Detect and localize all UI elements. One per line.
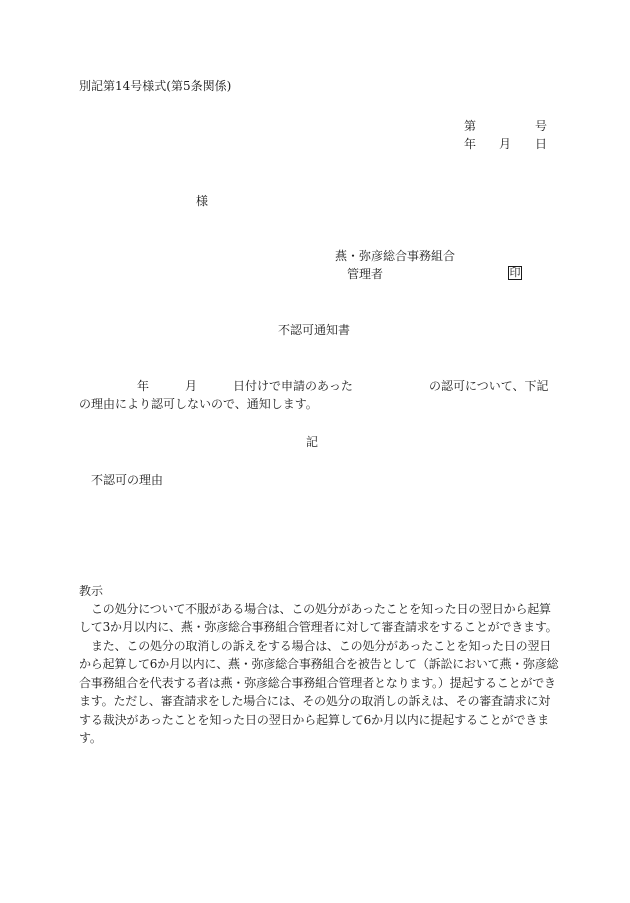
intro-year: 年 — [137, 379, 150, 393]
intro-day-text: 日付けで申請のあった — [233, 379, 353, 393]
doc-number-go: 号 — [535, 119, 548, 133]
seal-mark: 印 — [509, 266, 521, 279]
date-day: 日 — [535, 137, 548, 151]
instruction-line: して3か月以内に、燕・弥彦総合事務組合管理者に対して審査請求をすることができます。 — [79, 620, 558, 634]
intro-approval-text: の認可について、下記 — [429, 379, 549, 393]
intro-month: 月 — [185, 379, 198, 393]
instruction-line: また、この処分の取消しの訴えをする場合は、この処分があったことを知った日の翌日 — [91, 639, 552, 653]
instruction-line: する裁決があったことを知った日の翌日から起算して6か月以内に提起することができま — [79, 713, 549, 727]
instruction-line: この処分について不服がある場合は、この処分があったことを知った日の翌日から起算 — [91, 602, 551, 616]
document-title: 不認可通知書 — [278, 323, 351, 337]
instruction-line: から起算して6か月以内に、燕・弥彦総合事務組合を被告として（訴訟において燕・弥彦総 — [79, 657, 559, 671]
instruction-heading: 教示 — [79, 584, 104, 598]
issuer-title: 管理者 — [347, 267, 384, 281]
doc-number-dai: 第 — [464, 119, 477, 133]
reason-label: 不認可の理由 — [91, 473, 164, 487]
form-label: 別記第14号様式(第5条関係) — [79, 79, 232, 93]
intro-line-2: の理由により認可しないので、通知します。 — [79, 397, 318, 411]
instruction-line: ます。ただし、審査請求をした場合には、その処分の取消しの訴えは、その審査請求に対 — [79, 694, 551, 708]
addressee-sama: 様 — [196, 194, 209, 208]
instruction-line: 合事務組合を代表する者は燕・弥彦総合事務組合管理者となります。）提起することができ — [79, 676, 556, 690]
date-month: 月 — [499, 137, 512, 151]
ki-mark: 記 — [306, 435, 319, 449]
issuer-organization: 燕・弥彦総合事務組合 — [335, 249, 456, 263]
instruction-line: す。 — [79, 731, 102, 745]
date-year: 年 — [464, 137, 477, 151]
